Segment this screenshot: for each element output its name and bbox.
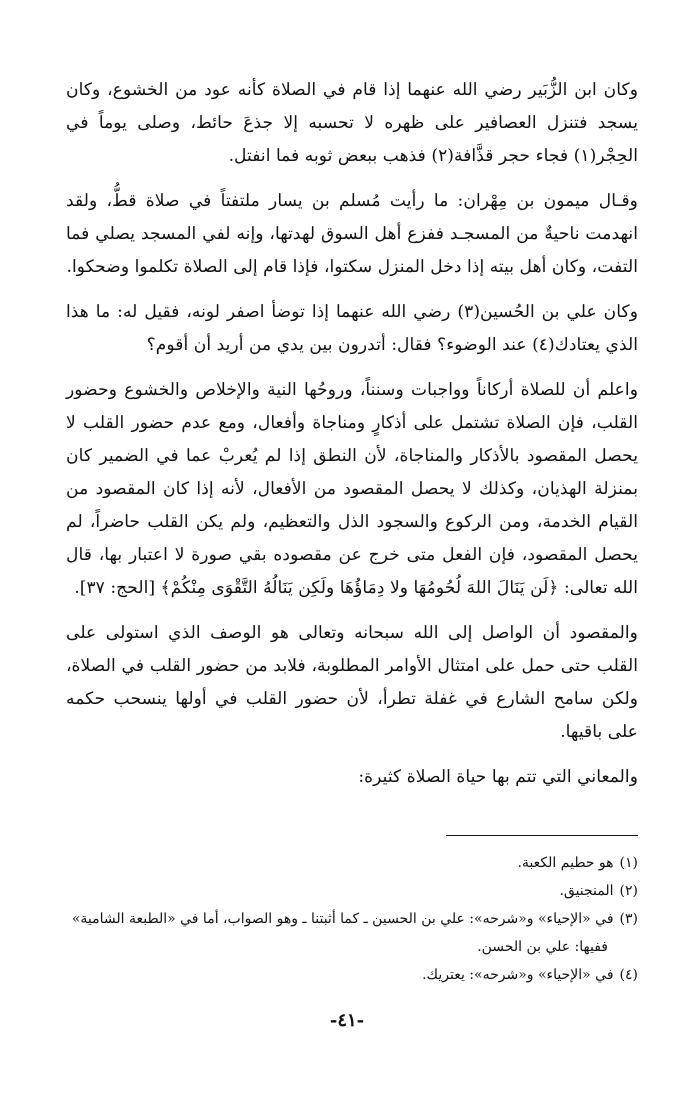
footnote-number: (٣) xyxy=(619,911,638,927)
footnote-number: (٤) xyxy=(619,967,638,983)
footnote-text: هو حطيم الكعبة. xyxy=(517,855,614,871)
paragraph-ibn-zubair: وكان ابن الزُّبَير رضي الله عنهما إذا قام في الصلاة كأنه عود من الخشوع، وكان يسجد فتنزل العصافير على ظهره لا تحسبه إلا جذعَ حائط، وصلى يوماً في الحِجْر(١) فجاء حجر قذَّافة(٢) فذهب ببعض ثوبه فما انفتل. xyxy=(66,80,638,166)
footnote-divider xyxy=(446,835,638,836)
main-text xyxy=(66,74,638,806)
footnote-text: في «الإحياء» و«شرحه»: يعتريك. xyxy=(422,967,614,983)
footnote-3 xyxy=(66,906,638,932)
footnote-number: (٢) xyxy=(619,883,638,899)
footnote-text: في «الإحياء» و«شرحه»: علي بن الحسين ـ كما أثبتنا ـ وهو الصواب، أما في «الطبعة الشامية» xyxy=(71,911,614,927)
paragraph-meanings: والمعاني التي تتم بها حياة الصلاة كثيرة: xyxy=(358,767,638,787)
footnote-text: المنجنيق. xyxy=(559,883,614,899)
footnote-3-continuation: ففيها: علي بن الحسن. xyxy=(477,939,608,955)
footnote-4 xyxy=(66,962,638,988)
footnote-number: (١) xyxy=(619,855,638,871)
paragraph-maymun: وقـال ميمون بن مِهْران: ما رأيت مُسلم بن يسار ملتفتاً في صلاة قطُّ، ولقد انهدمت ناحيةٌ من المسجـد ففزع أهل السوق لهدتها، وإنه لفي المسجد يصلي فما التفت، وكان أهل بيته إذا دخل المنزل سكتوا، فإذا قام إلى الصلاة تكلموا وضحكوا. xyxy=(66,191,638,277)
paragraph-purpose: والمقصود أن الواصل إلى الله سبحانه وتعالى هو الوصف الذي استولى على القلب حتى حمل على امتثال الأوامر المطلوبة، فلابد من حضور القلب في الصلاة، ولكن سامح الشارع في غفلة تطرأ، لأن حضور القلب في أولها ينسحب حكمه على باقيها. xyxy=(66,623,638,742)
paragraph-ali-ibn-hussein: وكان علي بن الحُسين(٣) رضي الله عنهما إذا توضأ اصفر لونه، فقيل له: ما هذا الذي يعتادك(٤) عند الوضوء؟ فقال: أتدرون بين يدي من أريد أن أقوم؟ xyxy=(66,302,638,355)
footnotes xyxy=(66,850,638,990)
footnote-1 xyxy=(66,850,638,876)
footnote-2 xyxy=(66,878,638,904)
paragraph-pillars-of-prayer: واعلم أن للصلاة أركاناً وواجبات وسنناً، وروحُها النية والإخلاص والخشوع وحضور القلب، فإن الصلاة تشتمل على أذكارٍ ومناجاة وأفعال، ومع عدم حضور القلب لا يحصل المقصود بالأذكار والمناجاة، لأن النطق إذا لم يُعربْ عما في الضمير كان بمنزلة الهذيان، وكذلك لا يحصل المقصود من الأفعال، لأنه إذا كان المقصود من القيام الخدمة، ومن الركوع والسجود الذل والتعظيم، ولم يكن القلب حاضراً، لم يحصل المقصود، فإن الفعل متى خرج عن مقصوده بقي صورة لا اعتبار بها، قال الله تعالى: ﴿لَن يَنَالَ اللهَ لُحُومُهَا ولا دِمَاؤُهَا ولَكِن يَنَالُهُ التَّقْوَى مِنْكُمْ﴾ [الحج: ٣٧]. xyxy=(66,380,638,598)
page-number: -٤١- xyxy=(329,1010,365,1031)
